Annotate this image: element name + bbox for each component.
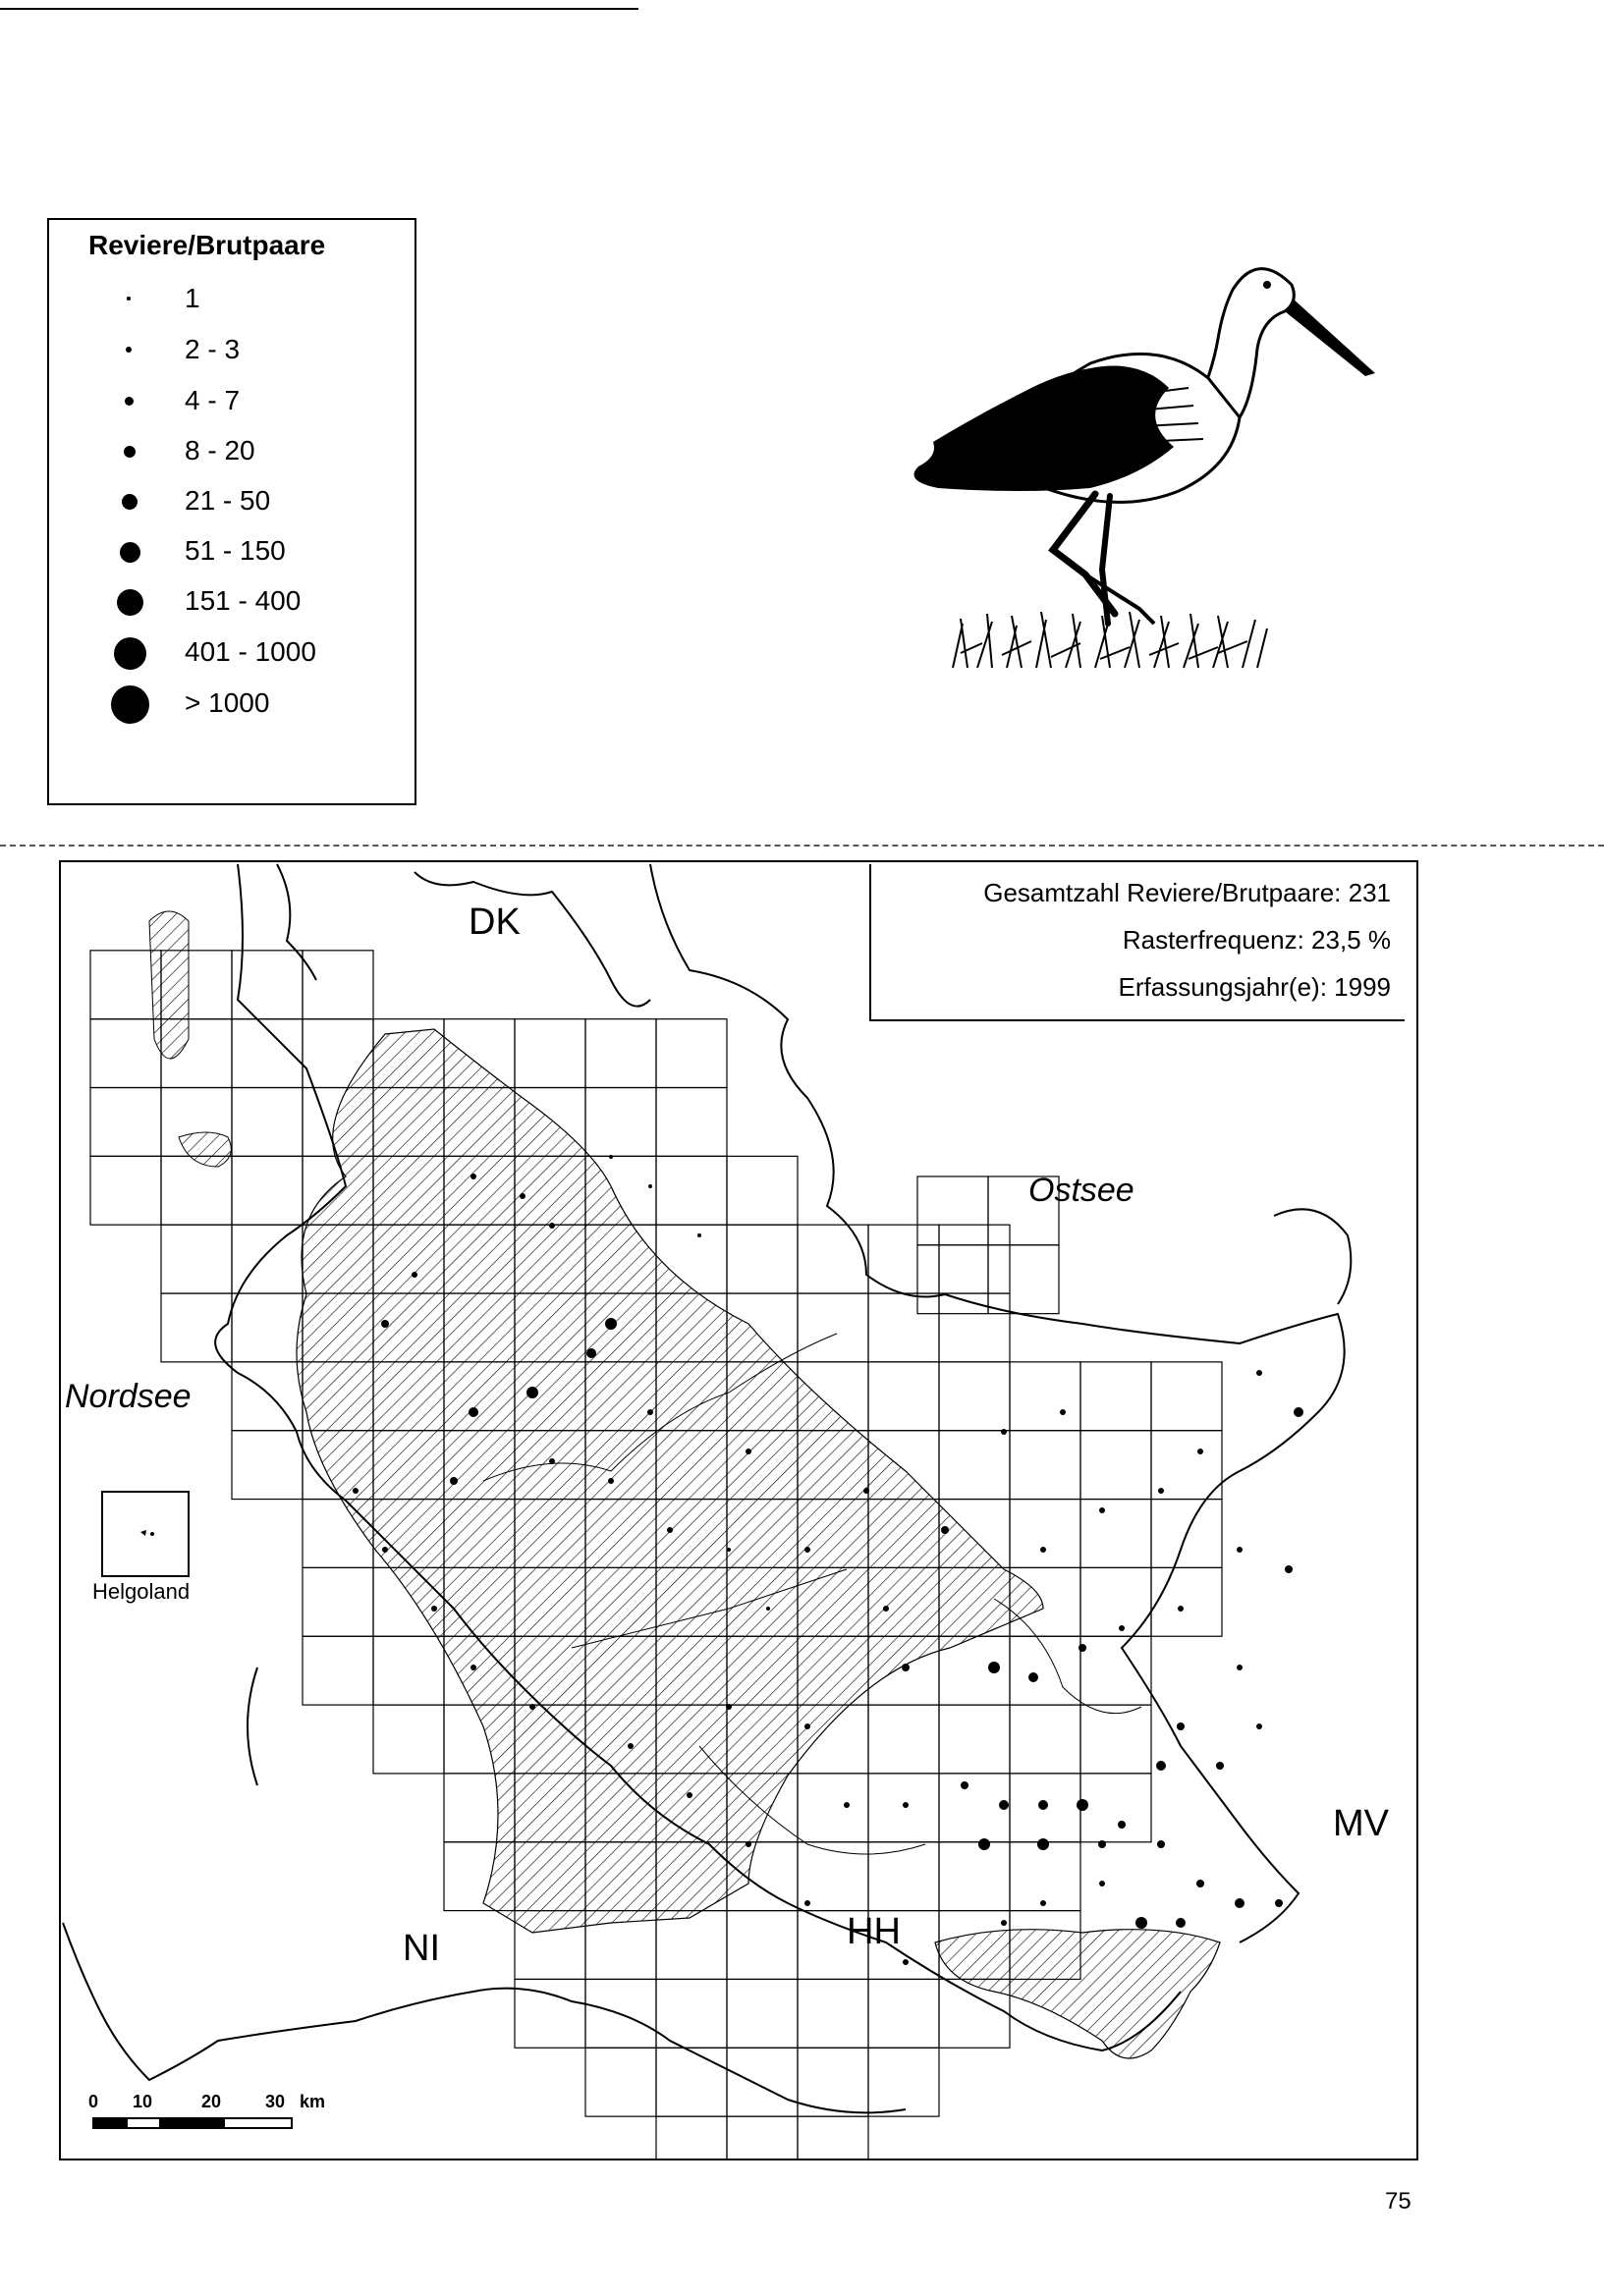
- grid-cell: [656, 2116, 727, 2159]
- stork-illustration: [845, 231, 1395, 702]
- helgoland-island: [103, 1493, 188, 1575]
- map-label-mv: MV: [1333, 1803, 1389, 1844]
- occurrence-dot: [1099, 1507, 1105, 1513]
- occurrence-dot: [766, 1607, 770, 1611]
- grid-cell: [1080, 1636, 1151, 1705]
- occurrence-dot: [863, 1488, 869, 1494]
- stork-foot: [1085, 574, 1154, 624]
- occurrence-dot: [381, 1320, 389, 1328]
- occurrence-dot: [1037, 1838, 1049, 1850]
- helgoland-label: Helgoland: [92, 1579, 191, 1604]
- occurrence-dot: [549, 1458, 555, 1464]
- occurrence-dot: [1001, 1920, 1007, 1926]
- occurrence-dot: [1099, 1881, 1105, 1886]
- section-divider: [0, 845, 1604, 847]
- grid-cell: [1080, 1362, 1151, 1431]
- occurrence-dot: [902, 1664, 910, 1671]
- grid-cell: [868, 1362, 939, 1431]
- info-box: [869, 864, 1405, 1021]
- legend-dot: [120, 542, 140, 563]
- grid-cell: [1010, 1705, 1080, 1774]
- grid-cell: [939, 1431, 1010, 1500]
- hatched-area-sylt: [149, 911, 189, 1059]
- elbe-river: [63, 1923, 906, 2112]
- occurrence-dot: [353, 1488, 359, 1494]
- legend-label: 1: [185, 283, 200, 313]
- occurrence-dot: [804, 1900, 810, 1906]
- map-label-nordsee: Nordsee: [65, 1378, 192, 1415]
- grid-cell: [90, 1019, 161, 1088]
- occurrence-dot: [1177, 1722, 1185, 1730]
- occurrence-dot: [382, 1547, 388, 1553]
- occurrence-dot: [1079, 1644, 1086, 1652]
- occurrence-dot: [999, 1800, 1009, 1810]
- helgoland-inset: [101, 1491, 190, 1577]
- grid-cell: [939, 1774, 1010, 1842]
- page-number: 75: [1385, 2188, 1411, 2214]
- occurrence-dot: [1196, 1880, 1204, 1887]
- dk-coast: [415, 872, 650, 1007]
- grid-cell: [939, 1225, 1010, 1293]
- scale-unit: km: [300, 2092, 326, 2111]
- grid-cell: [798, 2116, 868, 2159]
- grid-cell: [585, 1088, 656, 1157]
- legend-label: 401 - 1000: [185, 636, 316, 667]
- stork-eye: [1263, 281, 1271, 289]
- occurrence-dot: [605, 1318, 617, 1330]
- grid-cell: [373, 1705, 444, 1774]
- occurrence-dot: [1237, 1547, 1243, 1553]
- occurrence-dot: [1256, 1723, 1262, 1729]
- stork-beak: [1285, 298, 1375, 376]
- occurrence-dot: [470, 1665, 476, 1670]
- scale-tick-label: 20: [201, 2092, 222, 2111]
- legend-title: Reviere/Brutpaare: [88, 230, 326, 260]
- occurrence-dot: [1040, 1900, 1046, 1906]
- legend-dot: [122, 494, 138, 510]
- occurrence-dot: [804, 1547, 810, 1553]
- map-label-ostsee: Ostsee: [1028, 1172, 1134, 1209]
- grid-cell: [727, 1911, 798, 1980]
- grid-cell: [232, 1088, 303, 1157]
- grid-cell: [868, 1774, 939, 1842]
- occurrence-dot: [804, 1723, 810, 1729]
- legend-label: 151 - 400: [185, 585, 302, 616]
- legend-row: [49, 529, 415, 574]
- occurrence-dot: [1098, 1840, 1106, 1848]
- occurrence-dot: [1119, 1625, 1125, 1631]
- grid-cell: [1080, 1431, 1151, 1500]
- stork-leg-right: [1102, 496, 1110, 624]
- dk-border: [277, 864, 316, 980]
- occurrence-dot: [469, 1407, 478, 1417]
- occurrence-dot: [746, 1841, 751, 1847]
- legend-label: > 1000: [185, 687, 270, 718]
- grid-cell: [727, 1225, 798, 1293]
- legend-row: [49, 379, 415, 424]
- grid-cell: [232, 1362, 303, 1431]
- grid-cell: [232, 1293, 303, 1362]
- grid-cell: [373, 1636, 444, 1705]
- grid-cell: [868, 1979, 939, 2048]
- occurrence-dot: [1197, 1449, 1203, 1454]
- legend-dot: [127, 297, 131, 301]
- grid-cell: [727, 2048, 798, 2116]
- grid-cell: [161, 1225, 232, 1293]
- occurrence-dot: [1135, 1917, 1147, 1929]
- scale-tick-label: 30: [265, 2092, 286, 2111]
- grid-cell: [868, 2048, 939, 2116]
- occurrence-dot: [988, 1662, 1000, 1673]
- occurrence-dot: [903, 1802, 909, 1808]
- occurrence-dot: [667, 1527, 673, 1533]
- grid-cell: [303, 1636, 373, 1705]
- map-label-hh: HH: [847, 1911, 901, 1952]
- grid-cell: [727, 1979, 798, 2048]
- legend-dot: [111, 685, 149, 724]
- occurrence-dot: [883, 1606, 889, 1612]
- grid-cell: [161, 1156, 232, 1225]
- info-years: Erfassungsjahr(e): 1999: [1118, 972, 1391, 1002]
- occurrence-dot: [961, 1781, 968, 1789]
- occurrence-dot: [844, 1802, 850, 1808]
- info-frequency: Rasterfrequenz: 23,5 %: [1122, 925, 1391, 955]
- legend-label: 4 - 7: [185, 385, 241, 415]
- occurrence-dot: [628, 1743, 634, 1749]
- eider-mouth: [248, 1667, 257, 1785]
- occurrence-dot: [903, 1959, 909, 1965]
- occurrence-dot: [1216, 1762, 1224, 1770]
- legend-label: 21 - 50: [185, 485, 271, 516]
- grid-cell: [1080, 1500, 1151, 1568]
- grid-cell: [798, 1979, 868, 2048]
- occurrence-dot: [941, 1526, 949, 1534]
- grid-cell: [232, 1225, 303, 1293]
- occurrence-dot: [1294, 1407, 1303, 1417]
- grid-cell: [656, 1088, 727, 1157]
- occurrence-dot: [726, 1704, 732, 1710]
- grid-cell: [1151, 1362, 1222, 1431]
- hatched-area-foehr: [179, 1132, 231, 1167]
- occurrence-dot: [470, 1174, 476, 1179]
- occurrence-dot: [1285, 1565, 1293, 1573]
- fehmarn: [1274, 1209, 1351, 1304]
- grid-cell: [1010, 1636, 1080, 1705]
- scale-bar-frame: [92, 2117, 293, 2129]
- occurrence-dot: [450, 1477, 458, 1485]
- grid-cell: [1080, 1705, 1151, 1774]
- grid-cell: [1080, 1774, 1151, 1842]
- grid-cell: [798, 1293, 868, 1362]
- grid-cell: [917, 1176, 988, 1245]
- grid-cell: [868, 1293, 939, 1362]
- occurrence-dot: [586, 1348, 596, 1358]
- grid-cell: [1010, 1362, 1080, 1431]
- grid-cell: [798, 1774, 868, 1842]
- map-label-ni: NI: [403, 1928, 440, 1969]
- occurrence-dot: [1028, 1672, 1038, 1682]
- occurrence-dot: [648, 1184, 652, 1188]
- grid-cell: [656, 1911, 727, 1980]
- legend-dot: [117, 589, 143, 616]
- grid-cell: [1151, 1567, 1222, 1636]
- occurrence-dot: [697, 1233, 701, 1237]
- grid-cell: [232, 1431, 303, 1500]
- occurrence-dot: [1178, 1606, 1184, 1612]
- occurrence-dot: [1077, 1799, 1088, 1811]
- occurrence-dot: [1038, 1800, 1048, 1810]
- legend-dot: [125, 397, 134, 406]
- occurrence-dot: [978, 1838, 990, 1850]
- grid-cell: [303, 1567, 373, 1636]
- grid-cell: [798, 1225, 868, 1293]
- grid-cell: [988, 1245, 1059, 1314]
- scale-tick-label: 0: [88, 2092, 99, 2111]
- occurrence-dot: [1118, 1821, 1126, 1829]
- hatched-area-main: [297, 1029, 1043, 1933]
- legend-row: [49, 682, 415, 727]
- map-frame: [59, 860, 1418, 2160]
- legend-label: 8 - 20: [185, 435, 255, 465]
- scale-bar: [79, 2092, 334, 2141]
- hatched-area-lauenburg: [935, 1930, 1220, 2058]
- info-total: Gesamtzahl Reviere/Brutpaare: 231: [983, 878, 1391, 907]
- grid-cell: [585, 2048, 656, 2116]
- grid-cell: [90, 1156, 161, 1225]
- grid-cell: [161, 1293, 232, 1362]
- occurrence-dot: [549, 1223, 555, 1229]
- occurrence-dot: [529, 1704, 535, 1710]
- occurrence-dot: [1060, 1409, 1066, 1415]
- legend-row: [49, 328, 415, 373]
- occurrence-dot: [412, 1272, 417, 1278]
- grid-cell: [1010, 1431, 1080, 1500]
- legend-dot: [114, 637, 146, 670]
- grid-cell: [868, 1705, 939, 1774]
- legend-row: [49, 579, 415, 625]
- scale-tick-label: 10: [133, 2092, 153, 2111]
- grid-cell: [939, 1842, 1010, 1911]
- stork-wing: [914, 366, 1175, 492]
- legend-dot: [124, 446, 136, 458]
- occurrence-dot: [1176, 1918, 1186, 1928]
- grid-cell: [585, 1019, 656, 1088]
- legend-dot: [126, 347, 132, 353]
- occurrence-dot: [1040, 1547, 1046, 1553]
- grid-cell: [727, 2116, 798, 2159]
- legend-row: [49, 429, 415, 474]
- legend-row: [49, 277, 415, 322]
- occurrence-dot: [1256, 1370, 1262, 1376]
- grid-cell: [727, 1156, 798, 1225]
- occurrence-dot: [1235, 1898, 1244, 1908]
- grid-cell: [656, 1019, 727, 1088]
- occurrence-dot: [609, 1155, 613, 1159]
- grid-cell: [515, 1019, 585, 1088]
- occurrence-dot: [608, 1478, 614, 1484]
- map-canvas: [61, 862, 1416, 2159]
- top-rule: [0, 8, 638, 10]
- occurrence-dot: [1237, 1665, 1243, 1670]
- occurrence-dot: [431, 1606, 437, 1612]
- grid-cell: [90, 1088, 161, 1157]
- grid-cell: [1010, 1500, 1080, 1568]
- legend-row: [49, 479, 415, 524]
- grid-cell: [1010, 1842, 1080, 1911]
- occurrence-dot: [746, 1449, 751, 1454]
- grid-cell: [656, 2048, 727, 2116]
- grid-cell: [656, 1156, 727, 1225]
- grid-cell: [303, 951, 373, 1019]
- legend-label: 51 - 150: [185, 535, 286, 566]
- grid-cell: [939, 1705, 1010, 1774]
- occurrence-dot: [687, 1792, 692, 1798]
- occurrence-dot: [526, 1387, 538, 1398]
- legend-row: [49, 630, 415, 676]
- occurrence-dot: [1001, 1429, 1007, 1435]
- legend-label: 2 - 3: [185, 334, 241, 364]
- occurrence-dot: [1158, 1488, 1164, 1494]
- occurrence-dot: [727, 1548, 731, 1552]
- occurrence-dot: [1156, 1761, 1166, 1771]
- grid-cell: [939, 1362, 1010, 1431]
- occurrence-dot: [647, 1409, 653, 1415]
- map-label-dk: DK: [469, 902, 521, 943]
- legend-box: [47, 218, 416, 805]
- grid-cell: [232, 1156, 303, 1225]
- occurrence-dot: [1157, 1840, 1165, 1848]
- occurrence-dot: [1275, 1899, 1283, 1907]
- occurrence-dot: [520, 1193, 525, 1199]
- grid-cell: [868, 1842, 939, 1911]
